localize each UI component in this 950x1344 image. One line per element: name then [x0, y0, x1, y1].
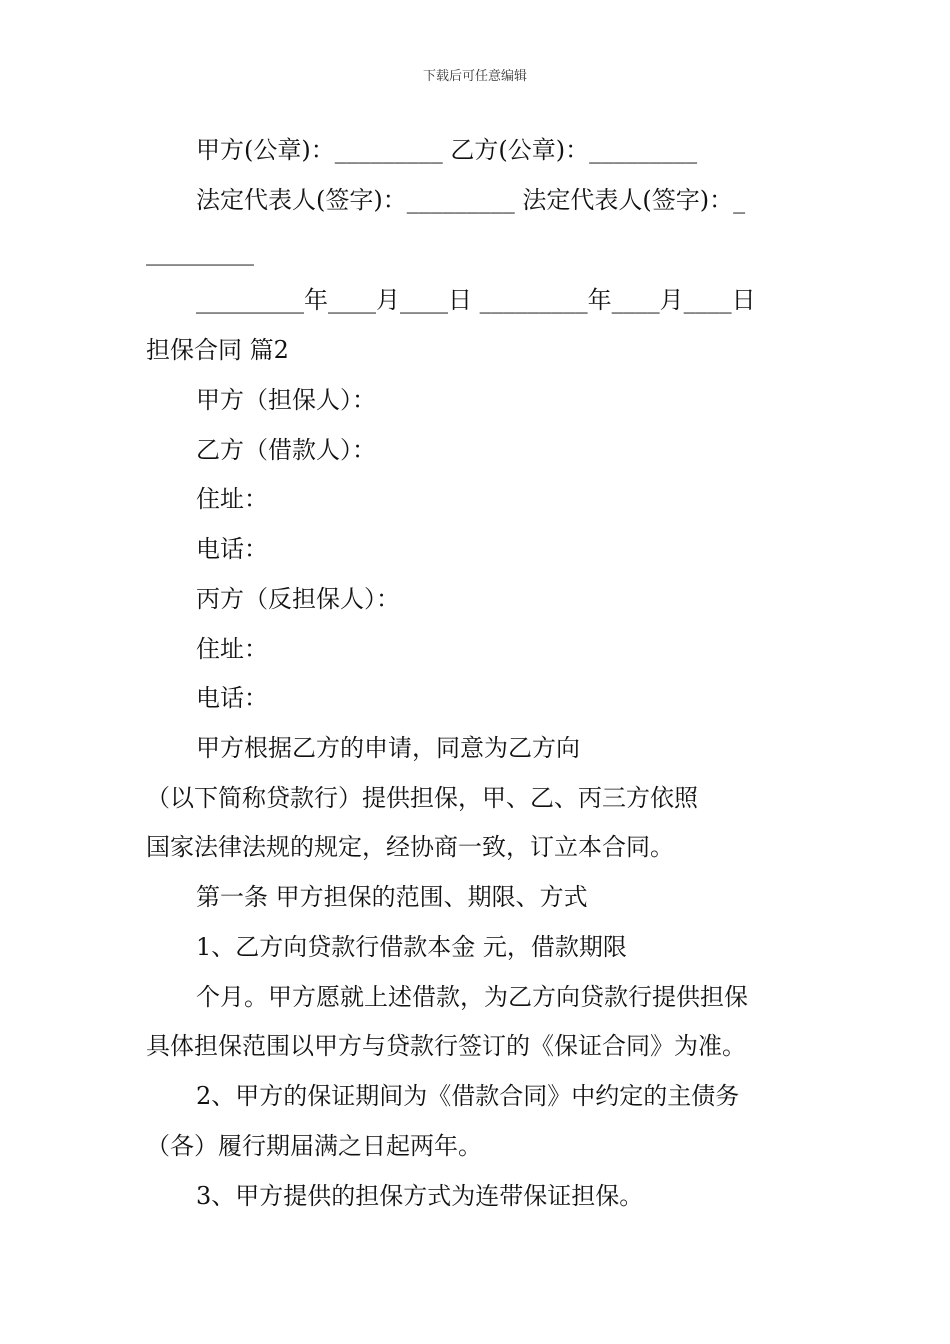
- paragraph-line: 具体担保范围以甲方与贷款行签订的《保证合同》为准。: [146, 1032, 746, 1060]
- address-line: 住址：: [196, 485, 268, 513]
- paragraph-line: （各）履行期届满之日起两年。: [146, 1132, 482, 1160]
- section-title: 担保合同 篇2: [146, 336, 289, 364]
- paragraph-line: （以下简称贷款行）提供担保，甲、乙、丙三方依照: [146, 784, 698, 812]
- page-header-note: 下载后可任意编辑: [422, 69, 527, 84]
- paragraph-line: 国家法律法规的规定，经协商一致，订立本合同。: [146, 833, 674, 861]
- paragraph-line: 甲方根据乙方的申请，同意为乙方向: [196, 734, 580, 762]
- paragraph-line: 个月。甲方愿就上述借款，为乙方向贷款行提供担保: [196, 983, 748, 1011]
- phone-line: 电话：: [196, 535, 268, 563]
- paragraph-line: 3、甲方提供的担保方式为连带保证担保。: [196, 1182, 644, 1210]
- party-a-line: 甲方（担保人）：: [196, 386, 376, 414]
- party-c-line: 丙方（反担保人）：: [196, 585, 400, 613]
- signature-line-continued: _________: [146, 238, 254, 266]
- date-line: _________年____月____日 _________年____月____日: [196, 286, 756, 314]
- phone-line: 电话：: [196, 684, 268, 712]
- paragraph-line: 2、甲方的保证期间为《借款合同》中约定的主债务: [196, 1082, 740, 1110]
- signature-line-representative: 法定代表人(签字)：_________ 法定代表人(签字)：_: [196, 186, 746, 214]
- address-line: 住址：: [196, 635, 268, 663]
- paragraph-line: 1、乙方向贷款行借款本金 元，借款期限: [196, 933, 627, 961]
- party-b-line: 乙方（借款人）：: [196, 436, 376, 464]
- article-heading: 第一条 甲方担保的范围、期限、方式: [196, 883, 588, 911]
- signature-line-seal: 甲方(公章)：_________ 乙方(公章)：_________: [196, 136, 698, 164]
